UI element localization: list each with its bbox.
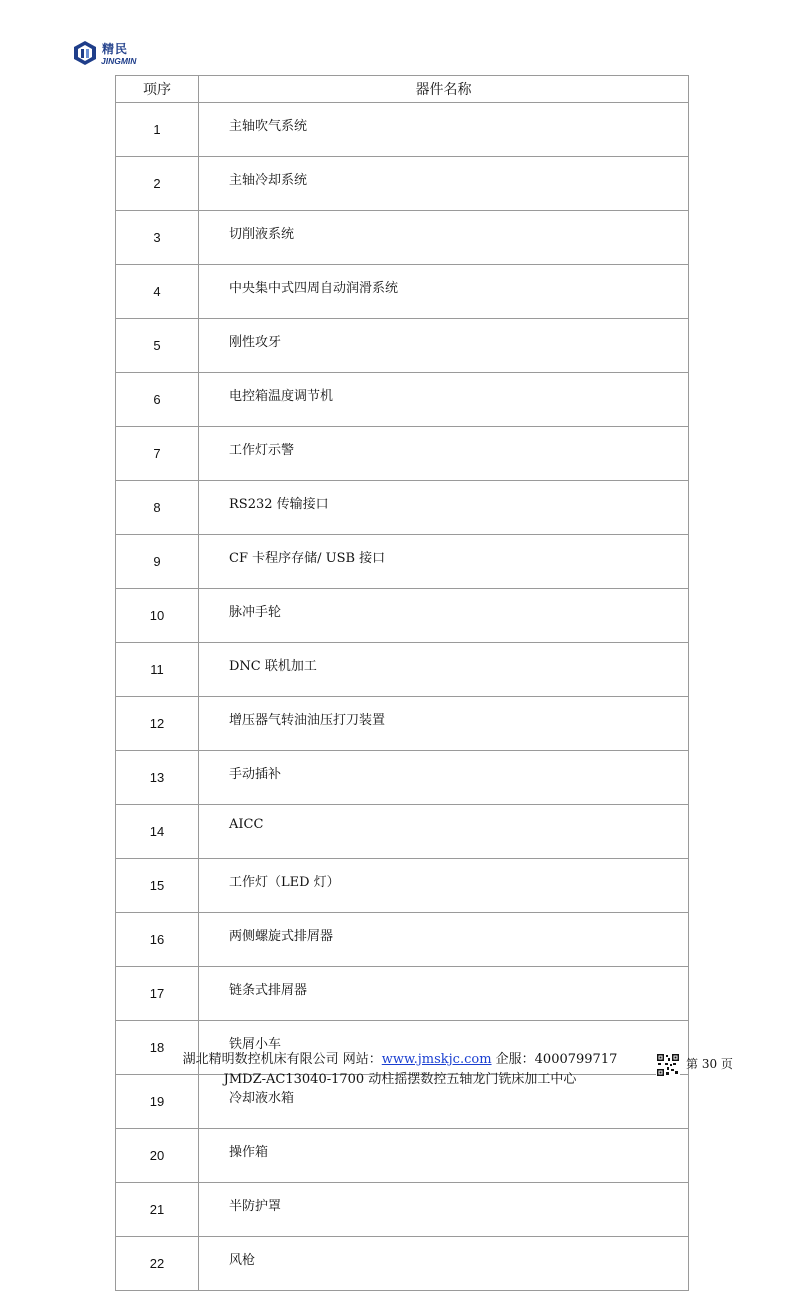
footer-model-line: JMDZ-AC13040-1700 动柱摇摆数控五轴龙门铣床加工中心 [223,1072,577,1087]
row-component-name: AICC [199,805,689,859]
row-index: 1 [116,103,199,157]
row-index: 12 [116,697,199,751]
row-index: 5 [116,319,199,373]
row-index: 18 [116,1021,199,1075]
row-component-name: 主轴冷却系统 [199,157,689,211]
component-table [115,75,689,1291]
table-row [116,1183,689,1237]
logo-chinese-text: 精民 [102,42,129,56]
table-row [116,535,689,589]
row-component-name: 电控箱温度调节机 [199,373,689,427]
table-row [116,427,689,481]
row-component-name: 增压器气转油油压打刀装置 [199,697,689,751]
row-index: 11 [116,643,199,697]
row-index: 22 [116,1237,199,1291]
row-component-name: 切削液系统 [199,211,689,265]
row-index: 2 [116,157,199,211]
row-index: 10 [116,589,199,643]
row-index: 21 [116,1183,199,1237]
qr-code-icon [656,1053,680,1077]
page-number: 第 30 页 [686,1057,733,1071]
row-component-name: 脉冲手轮 [199,589,689,643]
row-component-name: 两侧螺旋式排屑器 [199,913,689,967]
footer-contact-line [0,1048,800,1067]
row-component-name: 风枪 [199,1237,689,1291]
table-row [116,751,689,805]
table-row [116,1129,689,1183]
row-index: 17 [116,967,199,1021]
footer-website-link[interactable]: www.jmskjc.com [381,1052,492,1067]
row-component-name: 链条式排屑器 [199,967,689,1021]
table-row [116,859,689,913]
row-component-name: 半防护罩 [199,1183,689,1237]
table-row [116,805,689,859]
row-component-name: 中央集中式四周自动润滑系统 [199,265,689,319]
row-component-name: 刚性攻牙 [199,319,689,373]
row-index: 20 [116,1129,199,1183]
table-row [116,319,689,373]
table-row [116,913,689,967]
table-header-row [116,76,689,103]
row-component-name: CF 卡程序存储/ USB 接口 [199,535,689,589]
row-index: 4 [116,265,199,319]
table-row [116,643,689,697]
row-index: 13 [116,751,199,805]
row-component-name: 手动插补 [199,751,689,805]
table-row [116,103,689,157]
row-index: 6 [116,373,199,427]
row-component-name: 操作箱 [199,1129,689,1183]
table-row [116,373,689,427]
table-row [116,265,689,319]
table-row [116,481,689,535]
row-component-name: RS232 传输接口 [199,481,689,535]
row-index: 7 [116,427,199,481]
row-index: 15 [116,859,199,913]
row-index: 19 [116,1075,199,1129]
row-component-name: 工作灯示警 [199,427,689,481]
footer-company: 湖北精明数控机床有限公司 网站： [182,1052,382,1067]
header-component-name: 器件名称 [199,76,689,103]
row-component-name: 主轴吹气系统 [199,103,689,157]
table-row [116,967,689,1021]
row-component-name: 工作灯（LED 灯） [199,859,689,913]
row-component-name: 冷却液水箱 [199,1075,689,1129]
row-component-name: 铁屑小车 [199,1021,689,1075]
footer-service: 企服：4000799717 [491,1052,618,1067]
header-index: 项序 [116,76,199,103]
table-row [116,697,689,751]
table-row [116,157,689,211]
table-row [116,589,689,643]
row-component-name: DNC 联机加工 [199,643,689,697]
company-logo [72,40,142,72]
logo-english-text: JINGMIN [101,56,137,66]
row-index: 9 [116,535,199,589]
table-row [116,1237,689,1291]
table-row [116,211,689,265]
row-index: 3 [116,211,199,265]
row-index: 8 [116,481,199,535]
row-index: 14 [116,805,199,859]
jingmin-logo-icon [72,40,98,66]
row-index: 16 [116,913,199,967]
